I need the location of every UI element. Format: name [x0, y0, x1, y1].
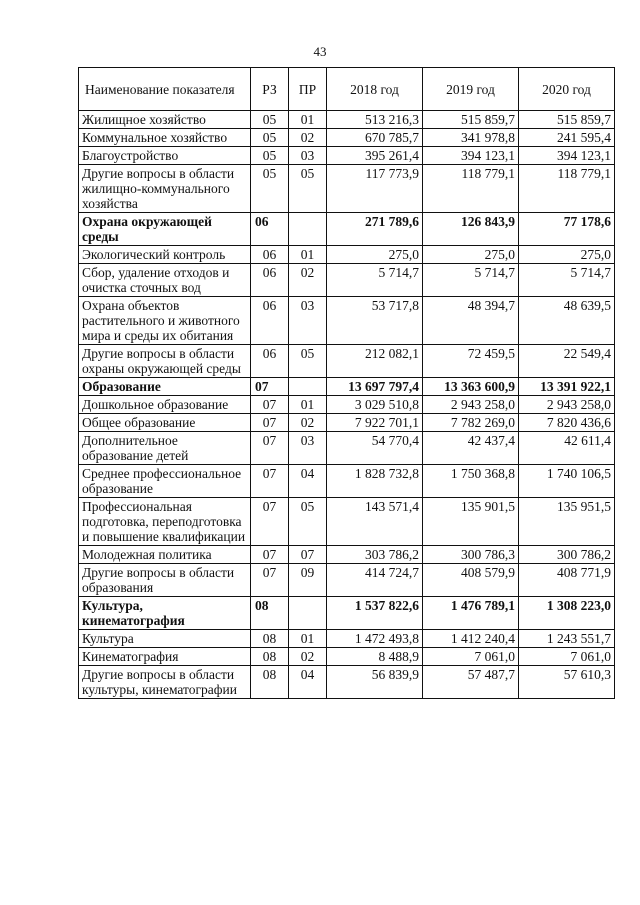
cell-name: Другие вопросы в области культуры, кинематографии — [79, 666, 251, 699]
budget-table — [78, 67, 615, 699]
cell-2020: 2 943 258,0 — [519, 396, 615, 414]
cell-2020: 135 951,5 — [519, 498, 615, 546]
header-2019: 2019 год — [423, 68, 519, 111]
table-row — [79, 648, 615, 666]
cell-rz: 06 — [251, 345, 289, 378]
table-row — [79, 246, 615, 264]
cell-name: Среднее профессиональное образование — [79, 465, 251, 498]
cell-pr: 05 — [289, 345, 327, 378]
cell-2019: 126 843,9 — [423, 213, 519, 246]
cell-2020: 48 639,5 — [519, 297, 615, 345]
cell-2019: 13 363 600,9 — [423, 378, 519, 396]
cell-name: Другие вопросы в области жилищно-коммунального хозяйства — [79, 165, 251, 213]
cell-pr — [289, 213, 327, 246]
cell-rz: 07 — [251, 465, 289, 498]
cell-pr: 04 — [289, 465, 327, 498]
cell-pr: 02 — [289, 648, 327, 666]
cell-2019: 7 782 269,0 — [423, 414, 519, 432]
cell-rz: 07 — [251, 396, 289, 414]
cell-2018: 8 488,9 — [327, 648, 423, 666]
cell-pr: 03 — [289, 297, 327, 345]
cell-rz: 05 — [251, 147, 289, 165]
cell-pr: 05 — [289, 498, 327, 546]
table-row — [79, 630, 615, 648]
cell-pr: 05 — [289, 165, 327, 213]
cell-2020: 1 243 551,7 — [519, 630, 615, 648]
cell-2020: 275,0 — [519, 246, 615, 264]
cell-2020: 118 779,1 — [519, 165, 615, 213]
cell-rz: 08 — [251, 666, 289, 699]
cell-2020: 1 740 106,5 — [519, 465, 615, 498]
cell-pr — [289, 597, 327, 630]
table-row — [79, 213, 615, 246]
cell-rz: 05 — [251, 129, 289, 147]
cell-rz: 08 — [251, 597, 289, 630]
header-rz: РЗ — [251, 68, 289, 111]
table-row — [79, 564, 615, 597]
cell-rz: 05 — [251, 165, 289, 213]
cell-2019: 300 786,3 — [423, 546, 519, 564]
table-header-row — [79, 68, 615, 111]
table-row — [79, 666, 615, 699]
cell-rz: 07 — [251, 378, 289, 396]
cell-2019: 341 978,8 — [423, 129, 519, 147]
cell-name: Коммунальное хозяйство — [79, 129, 251, 147]
cell-pr: 04 — [289, 666, 327, 699]
cell-pr: 03 — [289, 147, 327, 165]
table-row — [79, 345, 615, 378]
cell-name: Профессиональная подготовка, переподготовка и повышение квалификации — [79, 498, 251, 546]
cell-2018: 1 537 822,6 — [327, 597, 423, 630]
cell-name: Общее образование — [79, 414, 251, 432]
cell-name: Жилищное хозяйство — [79, 111, 251, 129]
cell-2019: 408 579,9 — [423, 564, 519, 597]
cell-2019: 1 750 368,8 — [423, 465, 519, 498]
header-name: Наименование показателя — [79, 68, 251, 111]
table-row — [79, 111, 615, 129]
table-row — [79, 165, 615, 213]
cell-2018: 395 261,4 — [327, 147, 423, 165]
table-row — [79, 147, 615, 165]
table-row — [79, 378, 615, 396]
cell-2018: 143 571,4 — [327, 498, 423, 546]
cell-2020: 1 308 223,0 — [519, 597, 615, 630]
cell-pr: 01 — [289, 246, 327, 264]
cell-2019: 515 859,7 — [423, 111, 519, 129]
cell-pr: 01 — [289, 630, 327, 648]
cell-2019: 1 412 240,4 — [423, 630, 519, 648]
cell-pr — [289, 378, 327, 396]
cell-pr: 03 — [289, 432, 327, 465]
cell-2018: 271 789,6 — [327, 213, 423, 246]
cell-pr: 01 — [289, 111, 327, 129]
cell-2018: 212 082,1 — [327, 345, 423, 378]
cell-2020: 241 595,4 — [519, 129, 615, 147]
cell-2019: 118 779,1 — [423, 165, 519, 213]
cell-2019: 57 487,7 — [423, 666, 519, 699]
cell-2018: 414 724,7 — [327, 564, 423, 597]
cell-2020: 408 771,9 — [519, 564, 615, 597]
cell-name: Культура, кинематография — [79, 597, 251, 630]
cell-2018: 1 472 493,8 — [327, 630, 423, 648]
header-pr: ПР — [289, 68, 327, 111]
cell-pr: 07 — [289, 546, 327, 564]
cell-rz: 07 — [251, 546, 289, 564]
cell-name: Другие вопросы в области образования — [79, 564, 251, 597]
table-row — [79, 297, 615, 345]
cell-name: Дошкольное образование — [79, 396, 251, 414]
table-row — [79, 465, 615, 498]
cell-2020: 7 061,0 — [519, 648, 615, 666]
cell-2019: 275,0 — [423, 246, 519, 264]
cell-2018: 513 216,3 — [327, 111, 423, 129]
cell-pr: 02 — [289, 414, 327, 432]
cell-2018: 5 714,7 — [327, 264, 423, 297]
cell-rz: 06 — [251, 297, 289, 345]
cell-2018: 3 029 510,8 — [327, 396, 423, 414]
cell-2020: 300 786,2 — [519, 546, 615, 564]
cell-pr: 09 — [289, 564, 327, 597]
cell-pr: 02 — [289, 129, 327, 147]
cell-2020: 515 859,7 — [519, 111, 615, 129]
cell-2018: 54 770,4 — [327, 432, 423, 465]
cell-2019: 1 476 789,1 — [423, 597, 519, 630]
cell-2018: 7 922 701,1 — [327, 414, 423, 432]
table-row — [79, 414, 615, 432]
cell-rz: 07 — [251, 432, 289, 465]
cell-pr: 01 — [289, 396, 327, 414]
cell-2019: 394 123,1 — [423, 147, 519, 165]
cell-2018: 303 786,2 — [327, 546, 423, 564]
cell-2019: 48 394,7 — [423, 297, 519, 345]
cell-name: Культура — [79, 630, 251, 648]
cell-pr: 02 — [289, 264, 327, 297]
cell-2018: 56 839,9 — [327, 666, 423, 699]
cell-name: Сбор, удаление отходов и очистка сточных вод — [79, 264, 251, 297]
cell-2020: 57 610,3 — [519, 666, 615, 699]
cell-name: Кинематография — [79, 648, 251, 666]
cell-2019: 72 459,5 — [423, 345, 519, 378]
cell-2018: 275,0 — [327, 246, 423, 264]
page-number: 43 — [313, 44, 327, 59]
cell-2020: 394 123,1 — [519, 147, 615, 165]
cell-name: Охрана окружающей среды — [79, 213, 251, 246]
table-row — [79, 597, 615, 630]
cell-2019: 135 901,5 — [423, 498, 519, 546]
cell-rz: 06 — [251, 213, 289, 246]
cell-name: Молодежная политика — [79, 546, 251, 564]
cell-name: Другие вопросы в области охраны окружающей среды — [79, 345, 251, 378]
cell-2018: 117 773,9 — [327, 165, 423, 213]
cell-name: Дополнительное образование детей — [79, 432, 251, 465]
cell-name: Экологический контроль — [79, 246, 251, 264]
table-row — [79, 432, 615, 465]
cell-2020: 22 549,4 — [519, 345, 615, 378]
cell-2020: 13 391 922,1 — [519, 378, 615, 396]
cell-rz: 08 — [251, 630, 289, 648]
cell-rz: 07 — [251, 414, 289, 432]
header-2018: 2018 год — [327, 68, 423, 111]
cell-rz: 08 — [251, 648, 289, 666]
cell-name: Благоустройство — [79, 147, 251, 165]
table-row — [79, 129, 615, 147]
cell-2019: 42 437,4 — [423, 432, 519, 465]
cell-rz: 07 — [251, 498, 289, 546]
cell-rz: 05 — [251, 111, 289, 129]
table-row — [79, 546, 615, 564]
header-2020: 2020 год — [519, 68, 615, 111]
cell-2020: 77 178,6 — [519, 213, 615, 246]
cell-name: Охрана объектов растительного и животного мира и среды их обитания — [79, 297, 251, 345]
table-row — [79, 498, 615, 546]
cell-2020: 7 820 436,6 — [519, 414, 615, 432]
cell-rz: 06 — [251, 246, 289, 264]
cell-rz: 07 — [251, 564, 289, 597]
table-row — [79, 396, 615, 414]
cell-2019: 2 943 258,0 — [423, 396, 519, 414]
cell-2020: 5 714,7 — [519, 264, 615, 297]
cell-rz: 06 — [251, 264, 289, 297]
table-row — [79, 264, 615, 297]
cell-2018: 53 717,8 — [327, 297, 423, 345]
cell-name: Образование — [79, 378, 251, 396]
cell-2018: 13 697 797,4 — [327, 378, 423, 396]
cell-2018: 670 785,7 — [327, 129, 423, 147]
cell-2018: 1 828 732,8 — [327, 465, 423, 498]
cell-2019: 7 061,0 — [423, 648, 519, 666]
cell-2019: 5 714,7 — [423, 264, 519, 297]
cell-2020: 42 611,4 — [519, 432, 615, 465]
